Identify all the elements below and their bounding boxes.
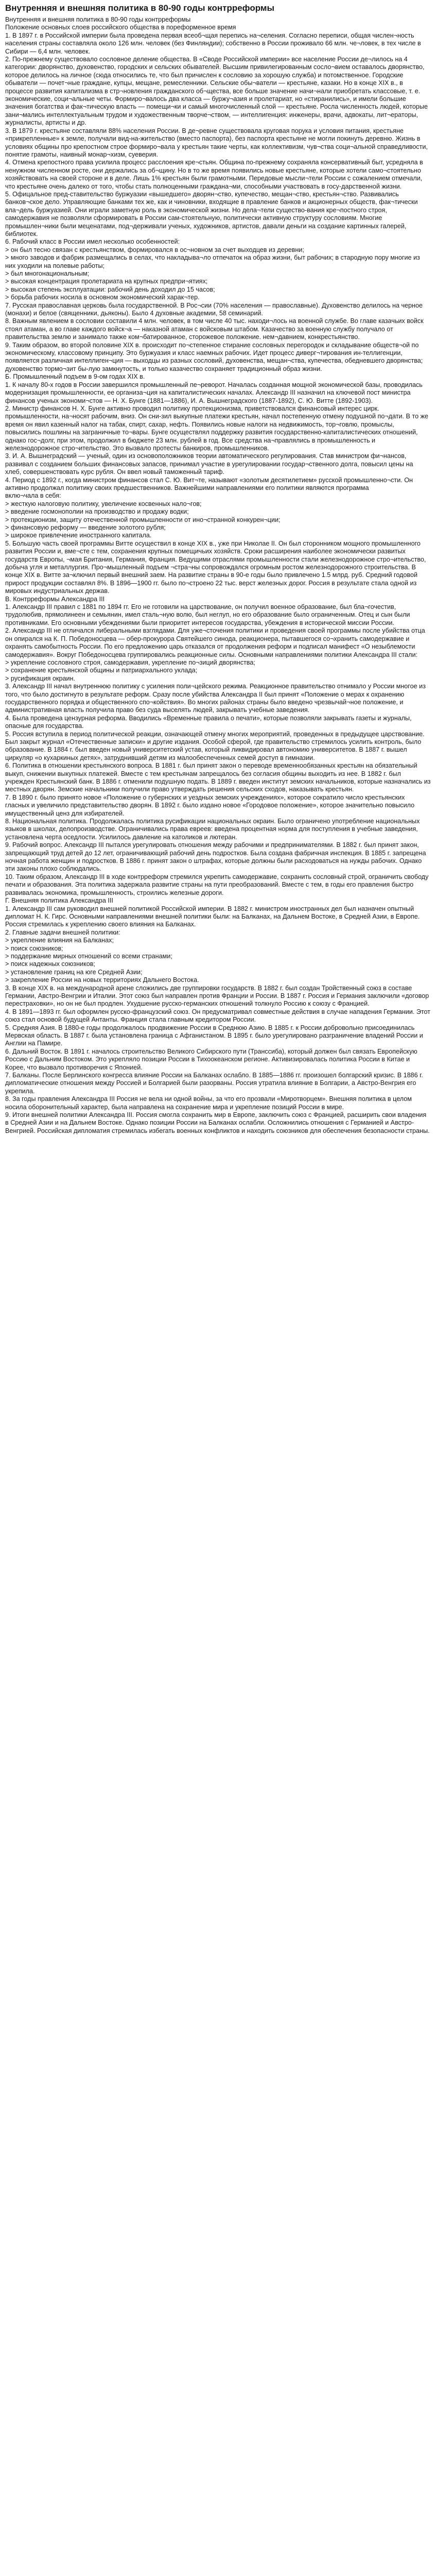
document-paragraph: > сохранение крестьянской общины и патриархального уклада; [5, 667, 198, 674]
document-paragraph: > высокая степень эксплуатации: рабочий день доходил до 15 часов; [5, 285, 215, 293]
document-paragraph: 1. Александр III правил с 1881 по 1894 гг. Его не готовили на царствование, он получил военное образование, был бла¬гочестив, трудолюбив, прямолинеен и семьянин, имел сталь¬ную волю, был неглуп, но его образование было ограниченным. Отец и сын были противниками. Его основными убеждениями были приоритет интересов государства, убеждения в исторической миссии России. [5, 603, 410, 626]
document-paragraph: 8. Национальная политика. Продолжалась политика русификации национальных окраин. Было ограничено употребление национальных языков в школах, делопроизводстве. Ограничивались права евреев: введена процентная норма для поступления в учебные заведения, установлена черта оседлости. Усилилось давление на католиков и лютеран. [5, 818, 420, 841]
document-paragraph: 7. Русская православная церковь была государственной. В Рос¬сии (70% населения — православные). Духовенство делилось на черное (монахи) и белое (священники, дьяконы). Было 4 духовные академии, 58 семинарий. [5, 301, 423, 317]
document-paragraph: Б. Промышленный подъем в 9-ом годах XIX в. [5, 373, 145, 381]
document-paragraph: > укрепление влияния на Балканах; [5, 937, 114, 944]
document-paragraph: > поиск союзников; [5, 944, 63, 952]
document-paragraph: 3. В 1879 г. крестьяне составляли 88% населения России. В де¬ревне существовала круговая порука и условия питания, крестьяне «прикрепленные» к земле, получали вид-на-жительство (вместо паспорта), без паспорта крестьяне не могли покинуть деревню. Жизнь в условиях общины про крепостном строе формиро¬вала у крестьян такие черты, как коллективизм, чув¬ства соци¬альной справедливости, понятие грамоты, наивный монар¬хизм, суеверия. [5, 127, 428, 158]
document-paragraph: > протекционизм, защиту отечественной промышленности от ино¬странной конкурен¬ции; [5, 516, 281, 523]
document-paragraph: > высокая концентрация пролетариата на крупных предпри¬ятиях; [5, 278, 208, 285]
document-paragraph: > русификация окраин. [5, 674, 75, 682]
page-title: Внутренняя и внешняя политика в 80-90 годы контрреформы [5, 3, 274, 13]
document-paragraph: > широкое привлечение иностранного капитала. [5, 532, 152, 539]
document-paragraph: 5. Большую часть своей программы Витте осуществил в конце XIX в., уже при Николае II. Он был сторонником мощного промышленного развития России и, вме¬сте с тем, сохранения крупных помещичьих хозяйств. Сроки расширения наиболее экономически развитых государств Европы, ¬мая Британия, Германия, Франция. Ведущими отраслями промышленности стали железнодорожное стро¬ительство, добыча угля и металлургия. Про¬мышленный подъем ¬стра¬ны сопровождался огромным ростом железнодорожного строительства. В конце XIX в. Витте за¬ключил первый внешний заем. На развитие страны в 90-е годы было привлечено 1.5 млрд. руб. Средний годовой прирост продукции составлял 8%. В 1896—1900 гг. было по¬строено 22 тыс. верст железных дорог. Россия в результате стала одной из мировых индустриальных держав. [5, 539, 426, 595]
document-paragraph: 3. И. А. Вышнеградский — ученый, один из основоположников теории автоматического регулирования. Став министром фи¬нансов, развивал с созданием больших финансовых запасов, принимал участие в урегулировании государ¬ственного долга, повысил цены на хлеб, совершенствовать курс рубля. Он ввел новый таможенный тариф. [5, 452, 413, 476]
document-paragraph: 4. Отмена крепостного права усилила процесс расслоения кре¬стьян. Община по-прежнему сохраняла консервативный быт, усредняла в ненужном численном росте, они держались за об¬щину. Но в то же время появились новые крестьяне, которые хотели само¬стоятельно хозяйствовать на своей стороне и в деле. Лишь 1% крестьян были грамотными. Передовые мысли¬тели России с сожалением отмечали, что крестьяне очень далеко от того, чтобы стать полноценными граждана¬ми, способными участвовать в госу-дарственной жизни. [5, 159, 423, 190]
document-paragraph: Положение основных слоев российского общества в пореформенное время [5, 24, 236, 31]
document-paragraph: 2. Министр финансов Н. Х. Бунге активно проводил политику протекционизма, приветствовался финансовый интерес цирк. промышленности, на¬носят рабочим, вниз. Он сни-зил выкупные платежи крестьян, начал постепенную отмену подушной по¬дати. В то же время он явил казенный налог на табак, спирт, сахар, нефть. Появились новые налоги на недвижимость, тор¬говлю, промыслы, повысились пошлины на заграничные то¬вары. Бунге осуществлял поддержку развития государственно-капиталистических отношений, однако гос¬долг, при этом, продолжил в бюджете 23 млн. рублей в год. Все средства на¬правлялись в промышленность и железнодорожное стро¬ительство. Это вызвало протесты банкиров, промышленников. [5, 404, 429, 452]
page [0, 0, 436, 1140]
document-paragraph: 8. Важным явлением в сословии составили 4 млн. человек, в том числе 40 тыс. находи¬лось на военной службе. Во главе казачьих войск стоял атаман, а во главе каждого войск¬а — наказной атаман с войсковым штабом. Казачество за военную службу получало от правительства землю и занимало также ком¬батированное, сторожевое положение. нем¬давнием, конкрестьянство. [5, 317, 424, 341]
document-paragraph: 3. Александр III начал внутреннюю политику с усиления поли¬цейского режима. Реакционное правительство отнимало у России многое из того, что было достигнуто в результате реформ. Сразу после убийства Александра II был принят «Положение о мерах к охранению государственного порядка и общественного спо¬койствия». Во многих районах страны было введено чрезвычай¬ное положение, и административная власть получила право без суда выселять людей, закрывать учебные заведения. [5, 683, 426, 714]
document-paragraph: Внутренняя и внешняя политика в 80-90 годы контрреформы [5, 16, 191, 23]
document-paragraph: 9. Рабочий вопрос. Александр III пытался урегулировать отношения между рабочими и предпринимателями. В 1882 г. был принят закон, запрещающий труд детей до 12 лет, ограничивающий рабочий день подростков. Была создана фабричная инспекция. В 1885 г. запрещена ночная работа женщин и подростков. В 1886 г. принят закон о штрафах, которые должны были расходоваться на нужды рабочих. Однако эти законы плохо соблюдались. [5, 841, 426, 873]
document-paragraph: 1. К началу 80-х годов в России завершился промышленный пе¬реворот. Началась созданная мощной экономической базы, проводилась модернизация промышленности, ее организа¬ция на капиталистических началах. Александр III назначил на ключевой пост министра финансов ученых экономи¬стов — Н. Х. Бунге (1881—1886), И. А. Вышнеградского (1887-1892), С. Ю. Витте (1892-1903). [5, 381, 423, 404]
document-paragraph: > много заводов и фабрик размещались в селах, что накладыва¬ло отпечаток на образ жизни, быт рабочих; в стародную пору многие из них уходили на полевые работы; [5, 254, 420, 269]
document-paragraph: 9. Таким образом, во второй половине XIX в. происходит по¬степенное стирание сословных перегородок и складывание обществ¬ой по экономическому, классовому принципу. Это буржуазия и класс наемных рабочих. Идет процесс диверг¬тирования ин-теллигенции, появляется различная интеллиген¬ция — выходцы из разных сословий, духовенства, мещан¬ства, купечества, обедневшего дворянства; духовенство тормо¬зит бы-лую замкнутость, и только казачество сохраняет традиционный образ жизни. [5, 341, 423, 372]
document-paragraph: 5. Офицальное пред-ставительство буржуазии «вышедшего» дворян¬ство, купечество, мещан¬ство, крестьян¬ство. Развивались банков¬ское дело. Управляющие банками тех же, как и чиновники, входящие в правление банков и акционерных обществ, фак¬тически вла¬дель буржуазией. Они играли заметную роль в экономической жизни. Но дела¬тели существо-вания кре¬постного строя, самодержавия не позволяли сформировать в России сам-стоятельную, политически активную структуру сословиям. Многие промышлен¬ники были меценатами, под¬держивали ученых, художников, артистов, давали деньги на создание картинных галерей, библиотек. [5, 190, 418, 238]
document-paragraph: 2. Главные задачи внешней политики: [5, 928, 120, 936]
document-paragraph: Г. Внешняя политика Александра III [5, 897, 113, 905]
document-paragraph: > финансовую реформу — введение золотого рубля; [5, 524, 166, 531]
document-paragraph: 1. В 1897 г. в Российской империи была проведена первая всеоб¬щая перепись на¬селения. Согласно переписи, общая числен¬ность населения страны составляла около 126 млн. человек (без Финляндии); собственно в России проживало 66 млн. че¬ловек, в тех числе в Сибири — 6,4 млн. человек. [5, 31, 421, 55]
document-paragraph: 6. Дальний Восток. В 1891 г. началось строительство Великого Сибирского пути (Транссиба), который должен был связать Европейскую Россию с Дальним Востоком. Это укрепляло позиции России в Тихоокеанском регионе. Активизировалась политика России в Китае и Корее, что вызвало противоречия с Японией. [5, 1047, 417, 1071]
document-paragraph: 2. По-прежнему существовало сословное деление общества. В «Своде Российской империи» все население России де¬лилось на 4 категории: дворянство, духовенство, городских и сельских обывателей. Высшим привилегированным сосло¬вием оставалось дворянство, которое делилось на личное (сюда относились те, что был причислен к сословию за хорошую служба) и потомственное. Городские обыватели — почет¬ные граждане, купцы, мещане, ремесленники. Сельские обы¬ватели — крестьяне, казаки. Но в конце XIX в., в процессе развития капитализма в стр¬новления гражданского об¬щества, все больше значение начи¬нали приобретать классовые, т. е. экономические, соци¬альные четы. Формиро¬валось два класса — буржу¬азия и пролетариат, но «стиранились», и имели большие значения богатства и фак¬тическую власть — помещи¬ки и самый многочисленный слой — крестьяне. Росла численность людей, которые зани¬мались интеллектуальным трудом и художественным творче¬ством, — интеллигенция: инженеры, врачи, адвокаты, лит¬ераторы, журналисты, артисты и др. [5, 56, 428, 127]
document-paragraph: > поиск надежных союзников; [5, 960, 95, 968]
document-paragraph: > жесткую налоговую политику, увеличение косвенных нало¬гов; [5, 500, 202, 507]
document-paragraph: 5. Средняя Азия. В 1880-е годы продолжалось продвижение России в Среднюю Азию. В 1885 г. к России добровольно присоединилась Мервская область. В 1887 г. была установлена граница с Афганистаном. В 1895 г. было урегулировано разграничение владений России и Англии на Памире. [5, 1024, 423, 1047]
document-paragraph: > установление границ на юге Средней Азии; [5, 968, 143, 976]
document-paragraph: 6. Политика в отношении крестьянского вопроса. В 1881 г. был принят закон о переводе временнообязанных крестьян на обязательный выкуп, снижении выкупных платежей. Вместе с тем крестьянам запрещалось без согласия общины выходить из нее. В 1882 г. был учрежден Крестьянский банк. В 1886 г. отменили подушную подать. В 1889 г. введен институт земских начальников, которые назначались из местных дворян. Земские начальники получили право утверждать решения сельских сходов, наказывать крестьян. [5, 762, 431, 793]
document-paragraph: 5. Россия вступила в период политической реакции, означающей отмену многих мероприятий, проведенных в предыдущее царствование. Был закрыт журнал «Отечественные записки» и другие издания. Особой сферой, где правительство стремилось усилить контроль, было образование. В 1884 г. был введен новый университетский устав, который ликвидировал автономию университетов. В 1887 г. вышел циркуляр «о кухаркиных детях», затруднивший детям из малообеспеченных семей доступ в гимназии. [5, 730, 425, 761]
document-paragraph: 4. В 1891—1893 гг. был оформлен русско-французский союз. Он предусматривал совместные действия в случае нападения Германии. Этот союз стал основой будущей Антанты. Франция стала главным кредитором России. [5, 1008, 430, 1024]
document-paragraph: 4. Период с 1892 г., когда министром финансов стал С. Ю. Вит¬те, называют «золотым десятилетием» русской промышленно¬сти. Он активно продолжал политику своих предшественников. Важнейшими направлениями его политики являются программа [5, 476, 413, 492]
document-paragraph: 7. В 1890 г. было принято новое «Положение о губернских и уездных земских учреждениях», которое сократило число крестьянских гласных и увеличило представительство дворян. В 1892 г. было издано новое «Городовое положение», которое значительно повысило имущественный ценз для избирателей. [5, 793, 415, 817]
document-paragraph: 6. Рабочий класс в России имел несколько особенностей: [5, 238, 180, 246]
document-body [5, 16, 431, 1135]
document-paragraph: вклю¬чала в себя: [5, 492, 61, 500]
document-paragraph: > был многонациональным; [5, 270, 90, 277]
document-paragraph: 10. Таким образом, Александр III в ходе контрреформ стремился укрепить самодержавие, сохранить сословный строй, ограничить свободу печати и образования. Эта политика задержала развитие страны на пути преобразований. Вместе с тем, в годы его правления быстро развивалась экономика, промышленность, строились железные дороги. [5, 873, 429, 896]
document-paragraph: > борьба рабочих носила в основном экономический харак¬тер. [5, 294, 200, 301]
document-paragraph: > введение госмонополии на производство и продажу водки; [5, 508, 189, 516]
document-paragraph: 7. Балканы. После Берлинского конгресса влияние России на Балканах ослабло. В 1885—1886 гг. произошел болгарский кризис. В 1886 г. дипломатические отношения между Россией и Болгарией были разорваны. Россия утратила влияние в Болгарии, а Австро-Венгрия его укрепила. [5, 1072, 423, 1095]
document-paragraph: > закрепление России на новых территориях Дальнего Востока. [5, 976, 199, 984]
document-paragraph: 8. За годы правления Александра III Россия не вела ни одной войны, за что его прозвали «Миротворцем». Внешняя политика в целом носила оборонительный характер, была направлена на сохранение мира и укрепление позиций России в мире. [5, 1095, 412, 1111]
document-paragraph: > укрепление сословного строя, самодержавия, укрепление по¬зиций дворянства; [5, 658, 255, 666]
document-paragraph: 4. Была проведена цензурная реформа. Вводились «Временные правила о печати», которые позволяли закрывать газеты и журналы, опасные для государства. [5, 714, 412, 730]
document-paragraph: > поддержание мирных отношений со всеми странами; [5, 952, 172, 960]
document-paragraph: 3. В конце XIX в. на международной арене сложились две группировки государств. В 1882 г. был создан Тройственный союз в составе Германии, Австро-Венгрии и Италии. Этот союз был направлен против Франции и России. В 1887 г. Россия и Германия заключили «договор перестраховки», но он не был продлен. Ухудшение русско-германских отношений толкнуло Россию к союзу с Францией. [5, 984, 429, 1008]
document-paragraph: В. Контрреформы Александра III [5, 595, 105, 603]
document-paragraph: 1. Александр III сам руководил внешней политикой Российской империи. В 1882 г. министром иностранных дел был назначен опытный дипломат Н. К. Гирс. Основными направлениями внешней политики были: на Балканах, на Дальнем Востоке, в Средней Азии, в Европе. Россия стремилась к укреплению своего влияния на Балканах. [5, 905, 420, 928]
document-paragraph: > он был тесно связан с крестьянством, формировался в ос¬новном за счет выходцев из деревни; [5, 246, 304, 253]
document-paragraph: 2. Александр III не отличался либеральными взглядами. Для уже¬сточения политики и проведения своей программы после убийства отца он опирался на К. П. Победоносцева — обер-прокурора Святейшего синода, реакционера, пытавшегося со¬хранить самодержавие и охранять самобытность России. По его предложению царь отказался от продолжения реформ и подписал манифест «О незыблемости самодержавия». Вокруг Победоносцева группировались реакционные силы. Основными направлениями политики Александра III стали: [5, 627, 425, 658]
document-paragraph: 9. Итоги внешней политики Александра III. Россия смогла сохранить мир в Европе, заключить союз с Францией, расширить свои владения в Средней Азии и на Дальнем Востоке. Однако позиции России на Балканах ослабли. Осложнились отношения с Германией и Австро-Венгрией. Российская дипломатия стремилась избегать военных конфликтов и находить союзников для обеспечения безопасности страны. [5, 1111, 430, 1134]
